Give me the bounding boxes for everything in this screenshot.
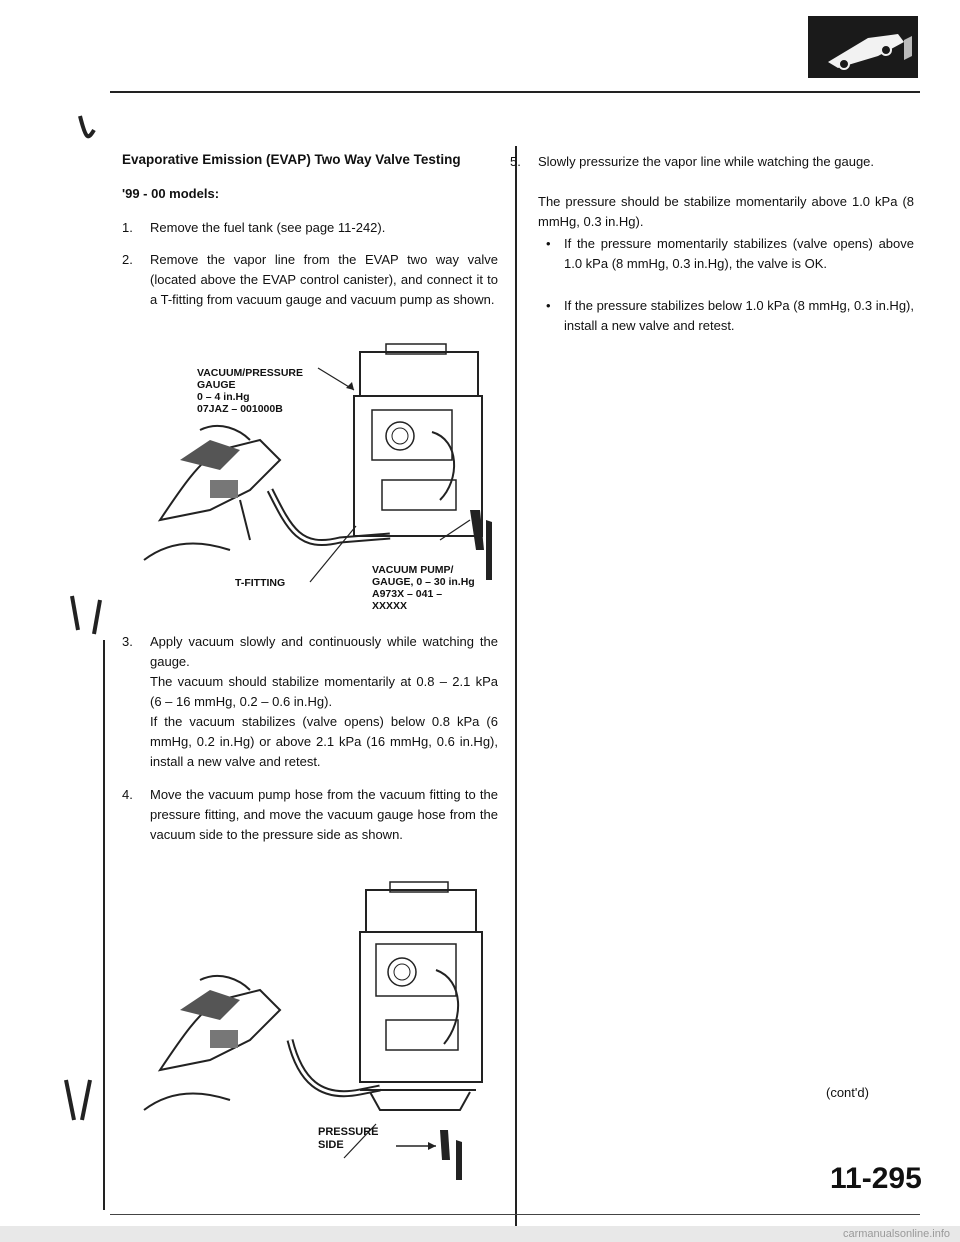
margin-brackets bbox=[60, 110, 110, 1230]
pump-part-number: A973X – 041 – bbox=[372, 588, 443, 600]
step-3-result bbox=[150, 712, 498, 772]
figure-vacuum-setup bbox=[140, 340, 500, 600]
step-1 bbox=[122, 218, 498, 238]
footer-rule bbox=[110, 1214, 920, 1215]
step-text: Remove the fuel tank (see page 11-242). bbox=[150, 220, 386, 235]
gauge-label: GAUGE bbox=[197, 379, 236, 391]
bullet-dot: • bbox=[546, 298, 551, 313]
t-fitting-label: T-FITTING bbox=[235, 577, 286, 589]
step-4 bbox=[122, 785, 498, 867]
step-text: Apply vacuum slowly and continuously while watching the gauge. bbox=[150, 634, 498, 669]
result-bullet bbox=[546, 234, 914, 294]
step-3 bbox=[122, 632, 498, 672]
continued-label: (cont'd) bbox=[826, 1085, 869, 1100]
section-logo bbox=[808, 16, 918, 78]
gauge-label: VACUUM/PRESSURE bbox=[197, 367, 303, 379]
gauge-range: 0 – 4 in.Hg bbox=[197, 391, 250, 403]
pump-part-number: XXXXX bbox=[372, 600, 408, 612]
step-number: 4. bbox=[122, 787, 133, 802]
column-divider bbox=[515, 146, 517, 1230]
header-rule bbox=[110, 91, 920, 93]
bullet-text: If the pressure stabilizes below 1.0 kPa (8 mmHg, 0.3 in.Hg), install a new valve and retest. bbox=[564, 298, 914, 333]
step-text: Move the vacuum pump hose from the vacuum fitting to the pressure fitting, and move the vacuum gauge hose from the vacuum side to the pressure side as shown. bbox=[150, 787, 498, 842]
pressure-side-label: SIDE bbox=[318, 1139, 344, 1151]
bullet-text: If the pressure momentarily stabilizes (valve opens) above 1.0 kPa (8 mmHg, 0.3 in.Hg), the valve is OK. bbox=[564, 236, 914, 271]
step-number: 5. bbox=[510, 154, 521, 169]
step-number: 2. bbox=[122, 252, 133, 267]
step-number: 1. bbox=[122, 220, 133, 235]
car-tank-icon bbox=[808, 16, 918, 78]
page-number: 11-295 bbox=[830, 1162, 922, 1195]
models-label: '99 - 00 models: bbox=[122, 186, 220, 201]
step-5 bbox=[510, 152, 914, 192]
pump-label: VACUUM PUMP/ bbox=[372, 564, 454, 576]
pump-label: GAUGE, 0 – 30 in.Hg bbox=[372, 576, 475, 588]
step-number: 3. bbox=[122, 634, 133, 649]
vacuum-gauge-diagram bbox=[140, 340, 500, 600]
result-bullet bbox=[546, 296, 914, 336]
step-text: The vacuum should stabilize momentarily at 0.8 – 2.1 kPa (6 – 16 mmHg, 0.2 – 0.6 in.Hg). bbox=[150, 674, 498, 709]
step-2 bbox=[122, 250, 498, 332]
gauge-part-number: 07JAZ – 001000B bbox=[197, 403, 283, 415]
step-text: Remove the vapor line from the EVAP two way valve (located above the EVAP control canister), and connect it to a T-fitting from vacuum gauge and vacuum pump as shown. bbox=[150, 252, 498, 307]
bullet-dot: • bbox=[546, 236, 551, 251]
footer-strip bbox=[0, 1226, 960, 1242]
step-3-spec bbox=[150, 672, 498, 712]
section-title: Evaporative Emission (EVAP) Two Way Valve Testing bbox=[122, 152, 461, 167]
step-text: If the vacuum stabilizes (valve opens) below 0.8 kPa (6 mmHg, 0.2 in.Hg) or above 2.1 kPa (16 mmHg, 0.6 in.Hg), install a new valve and retest. bbox=[150, 714, 498, 769]
step-5-spec: The pressure should be stabilize momentarily above 1.0 kPa (8 mmHg, 0.3 in.Hg). bbox=[538, 194, 914, 229]
pressure-side-label: PRESSURE bbox=[318, 1126, 379, 1138]
step-text: Slowly pressurize the vapor line while watching the gauge. bbox=[538, 154, 875, 169]
watermark-text: carmanualsonline.info bbox=[842, 1228, 950, 1240]
